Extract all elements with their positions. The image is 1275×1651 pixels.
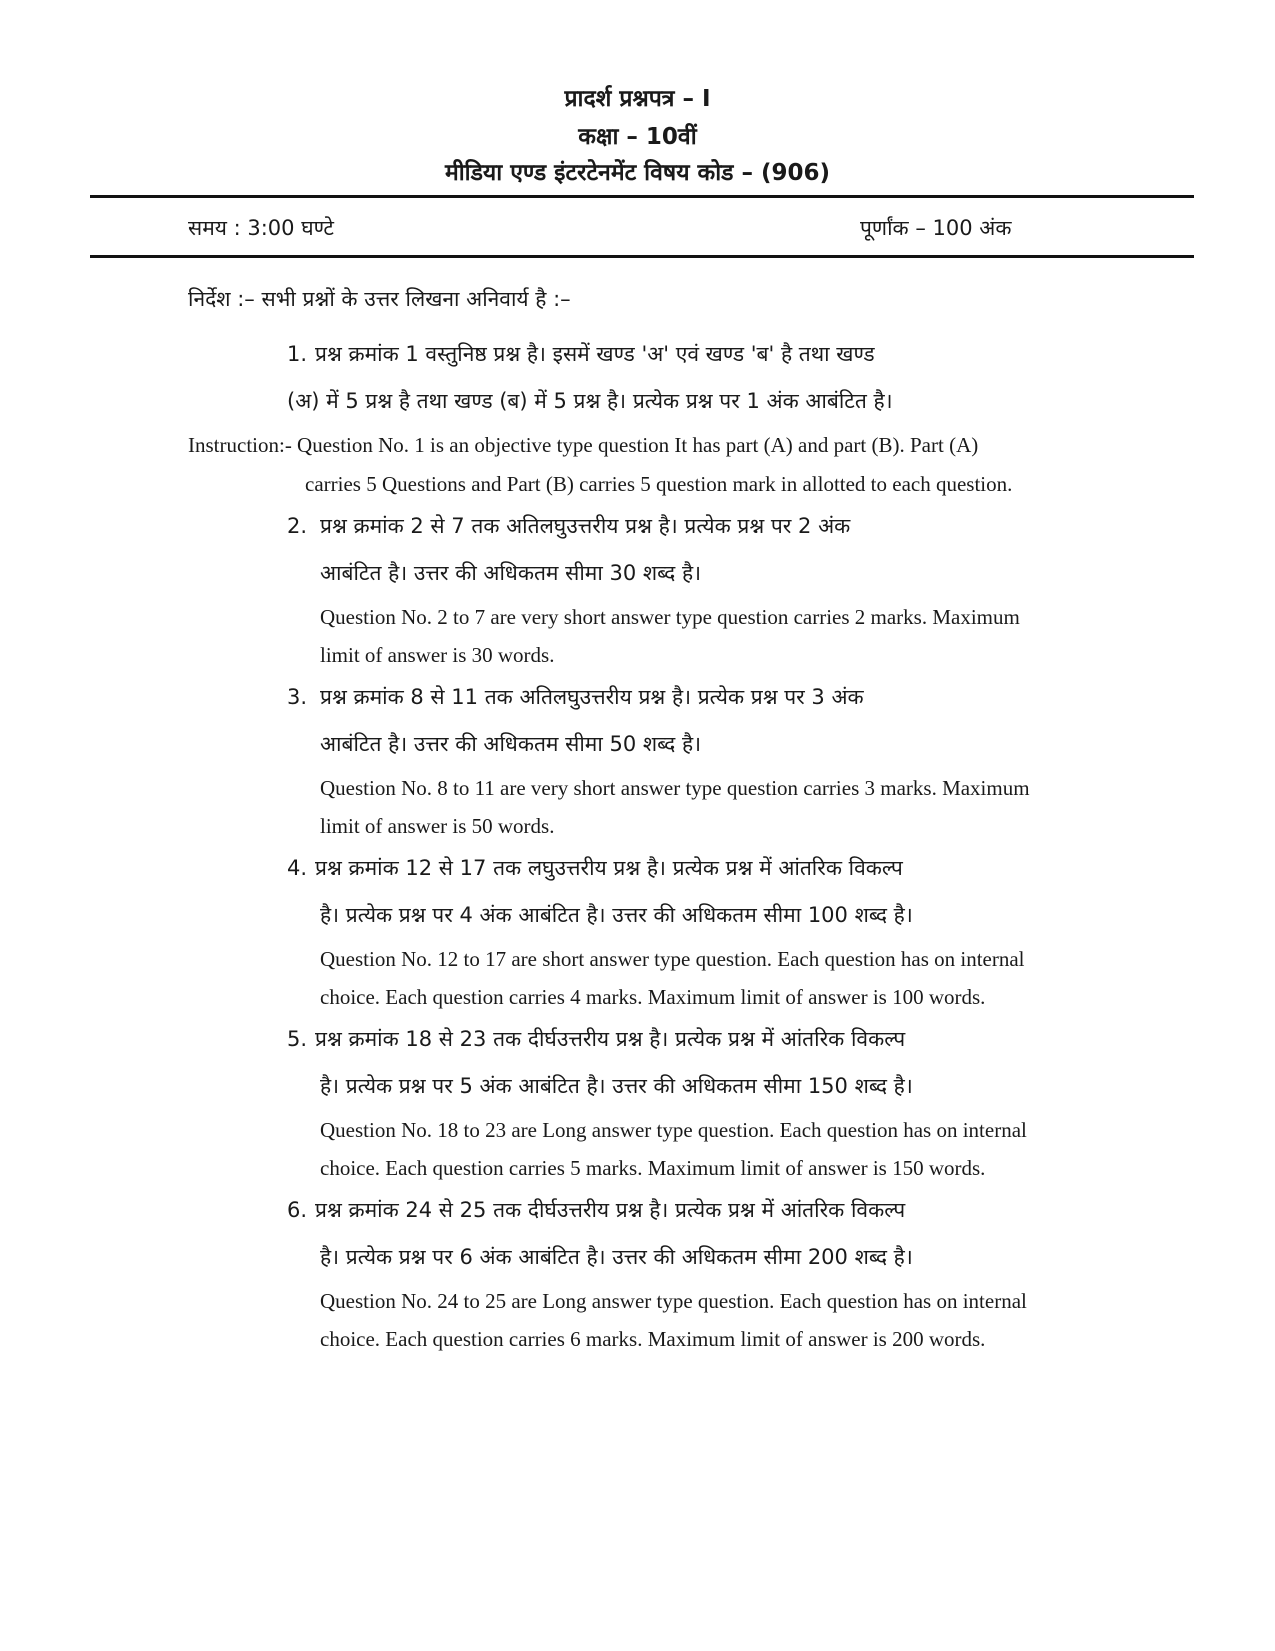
subject-code-title: मीडिया एण्ड इंटरटेनमेंट विषय कोड – (906) bbox=[444, 160, 831, 186]
item-number: 5. bbox=[287, 1027, 308, 1051]
english-line: choice. Each question carries 4 marks. Maximum limit of answer is 100 words. bbox=[320, 985, 986, 1009]
item-number: 6. bbox=[287, 1198, 308, 1222]
hindi-line: आबंटित है। उत्तर की अधिकतम सीमा 30 शब्द है। bbox=[320, 561, 702, 585]
english-line: choice. Each question carries 5 marks. Maximum limit of answer is 150 words. bbox=[320, 1156, 986, 1180]
hindi-line: प्रश्न क्रमांक 2 से 7 तक अतिलघुउत्तरीय प्रश्न है। प्रत्येक प्रश्न पर 2 अंक bbox=[320, 514, 851, 538]
hindi-line: है। प्रत्येक प्रश्न पर 6 अंक आबंटित है। उत्तर की अधिकतम सीमा 200 शब्द है। bbox=[320, 1245, 913, 1269]
english-line: limit of answer is 50 words. bbox=[320, 814, 555, 838]
english-line: Question No. 12 to 17 are short answer type question. Each question has on internal bbox=[320, 947, 1025, 971]
english-line: Question No. 8 to 11 are very short answer type question carries 3 marks. Maximum bbox=[320, 776, 1030, 800]
item-number: 3. bbox=[287, 685, 308, 709]
hindi-line: प्रश्न क्रमांक 12 से 17 तक लघुउत्तरीय प्रश्न है। प्रत्येक प्रश्न में आंतरिक विकल्प bbox=[315, 856, 903, 880]
top-divider bbox=[90, 195, 1194, 198]
hindi-line: है। प्रत्येक प्रश्न पर 4 अंक आबंटित है। उत्तर की अधिकतम सीमा 100 शब्द है। bbox=[320, 903, 913, 927]
hindi-line: है। प्रत्येक प्रश्न पर 5 अंक आबंटित है। उत्तर की अधिकतम सीमा 150 शब्द है। bbox=[320, 1074, 913, 1098]
english-line: choice. Each question carries 6 marks. Maximum limit of answer is 200 words. bbox=[320, 1327, 986, 1351]
english-line: Question No. 24 to 25 are Long answer type question. Each question has on internal bbox=[320, 1289, 1027, 1313]
english-line: Question No. 18 to 23 are Long answer type question. Each question has on internal bbox=[320, 1118, 1027, 1142]
hindi-line: प्रश्न क्रमांक 8 से 11 तक अतिलघुउत्तरीय प्रश्न है। प्रत्येक प्रश्न पर 3 अंक bbox=[320, 685, 864, 709]
hindi-line: आबंटित है। उत्तर की अधिकतम सीमा 50 शब्द है। bbox=[320, 732, 702, 756]
hindi-line: प्रश्न क्रमांक 18 से 23 तक दीर्घउत्तरीय प्रश्न है। प्रत्येक प्रश्न में आंतरिक विकल्प bbox=[315, 1027, 906, 1051]
hindi-line: (अ) में 5 प्रश्न है तथा खण्ड (ब) में 5 प्रश्न है। प्रत्येक प्रश्न पर 1 अंक आबंटित है। bbox=[287, 389, 893, 413]
paper-title: प्रादर्श प्रश्नपत्र – I bbox=[564, 86, 711, 112]
english-line: Instruction:- Question No. 1 is an objective type question It has part (A) and part (B). Part (A) bbox=[188, 433, 979, 457]
item-number: 1. bbox=[287, 342, 308, 366]
bottom-divider bbox=[90, 255, 1194, 258]
english-line: limit of answer is 30 words. bbox=[320, 643, 555, 667]
time-allowed: समय : 3:00 घण्टे bbox=[188, 216, 334, 240]
item-number: 2. bbox=[287, 514, 308, 538]
class-title: कक्षा – 10वीं bbox=[578, 124, 697, 150]
max-marks: पूर्णांक – 100 अंक bbox=[860, 216, 1012, 240]
hindi-line: प्रश्न क्रमांक 1 वस्तुनिष्ठ प्रश्न है। इसमें खण्ड 'अ' एवं खण्ड 'ब' है तथा खण्ड bbox=[315, 342, 875, 366]
english-line: Question No. 2 to 7 are very short answer type question carries 2 marks. Maximum bbox=[320, 605, 1020, 629]
hindi-line: प्रश्न क्रमांक 24 से 25 तक दीर्घउत्तरीय प्रश्न है। प्रत्येक प्रश्न में आंतरिक विकल्प bbox=[315, 1198, 906, 1222]
item-number: 4. bbox=[287, 856, 308, 880]
english-line: carries 5 Questions and Part (B) carries 5 question mark in allotted to each question. bbox=[305, 472, 1013, 496]
instructions-heading: निर्देश :– सभी प्रश्नों के उत्तर लिखना अनिवार्य है :– bbox=[188, 287, 571, 311]
